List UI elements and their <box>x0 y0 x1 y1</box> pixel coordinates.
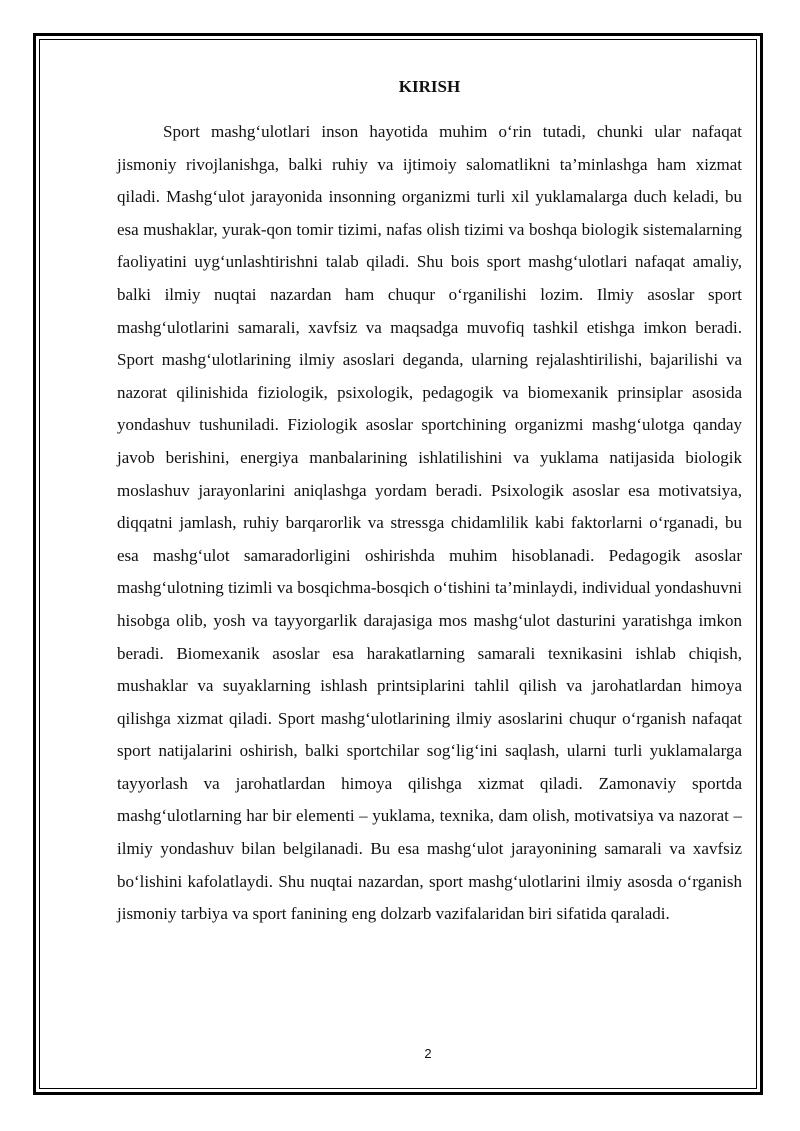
body-paragraph: Sport mashg‘ulotlari inson hayotida muhim o‘rin tutadi, chunki ular nafaqat jismoniy rivojlanishga, balki ruhiy va ijtimoiy salomatlikni ta’minlashga ham xizmat qiladi. Mashg‘ulot jarayonida insonning organizmi turli xil yuklamalarga duch keladi, bu esa mushaklar, yurak-qon tomir tizimi, nafas olish tizimi va boshqa biologik sistemalarning faoliyatini uyg‘unlashtirishni talab qiladi. Shu bois sport mashg‘ulotlari nafaqat amaliy, balki ilmiy nuqtai nazardan ham chuqur o‘rganilishi lozim. Ilmiy asoslar sport mashg‘ulotlarini samarali, xavfsiz va maqsadga muvofiq tashkil etishga imkon beradi. Sport mashg‘ulotlarining ilmiy asoslari deganda, ularning rejalashtirilishi, bajarilishi va nazorat qilinishida fiziologik, psixologik, pedagogik va biomexanik prinsiplar asosida yondashuv tushuniladi. Fiziologik asoslar sportchining organizmi mashg‘ulotga qanday javob berishini, energiya manbalarining ishlatilishini va yuklama natijasida biologik moslashuv jarayonlarini aniqlashga yordam beradi. Psixologik asoslar esa motivatsiya, diqqatni jamlash, ruhiy barqarorlik va stressga chidamlilik kabi faktorlarni o‘rganadi, bu esa mashg‘ulot samaradorligini oshirishda muhim hisoblanadi. Pedagogik asoslar mashg‘ulotning tizimli va bosqichma-bosqich o‘tishini ta’minlaydi, individual yondashuvni hisobga olib, yosh va tayyorgarlik darajasiga mos mashg‘ulot dasturini yaratishga imkon beradi. Biomexanik asoslar esa harakatlarning samarali texnikasini ishlab chiqish, mushaklar va suyaklarning ishlash printsiplarini tahlil qilish va jarohatlardan himoya qilishga xizmat qiladi. Sport mashg‘ulotlarining ilmiy asoslarini chuqur o‘rganish nafaqat sport natijalarini oshirish, balki sportchilar sog‘lig‘ini saqlash, ularni turli yuklamalarga tayyorlash va jarohatlardan himoya qilishga xizmat qiladi. Zamonaviy sportda mashg‘ulotlarning har bir elementi – yuklama, texnika, dam olish, motivatsiya va nazorat – ilmiy yondashuv bilan belgilanadi. Bu esa mashg‘ulot jarayonining samarali va xavfsiz bo‘lishini kafolatlaydi. Shu nuqtai nazardan, sport mashg‘ulotlarini ilmiy asosda o‘rganish jismoniy tarbiya va sport fanining eng dolzarb vazifalaridan biri sifatida qaraladi. <box>117 122 742 924</box>
page-number: 2 <box>424 1046 432 1061</box>
section-heading: KIRISH <box>398 77 461 96</box>
document-content <box>117 74 742 931</box>
